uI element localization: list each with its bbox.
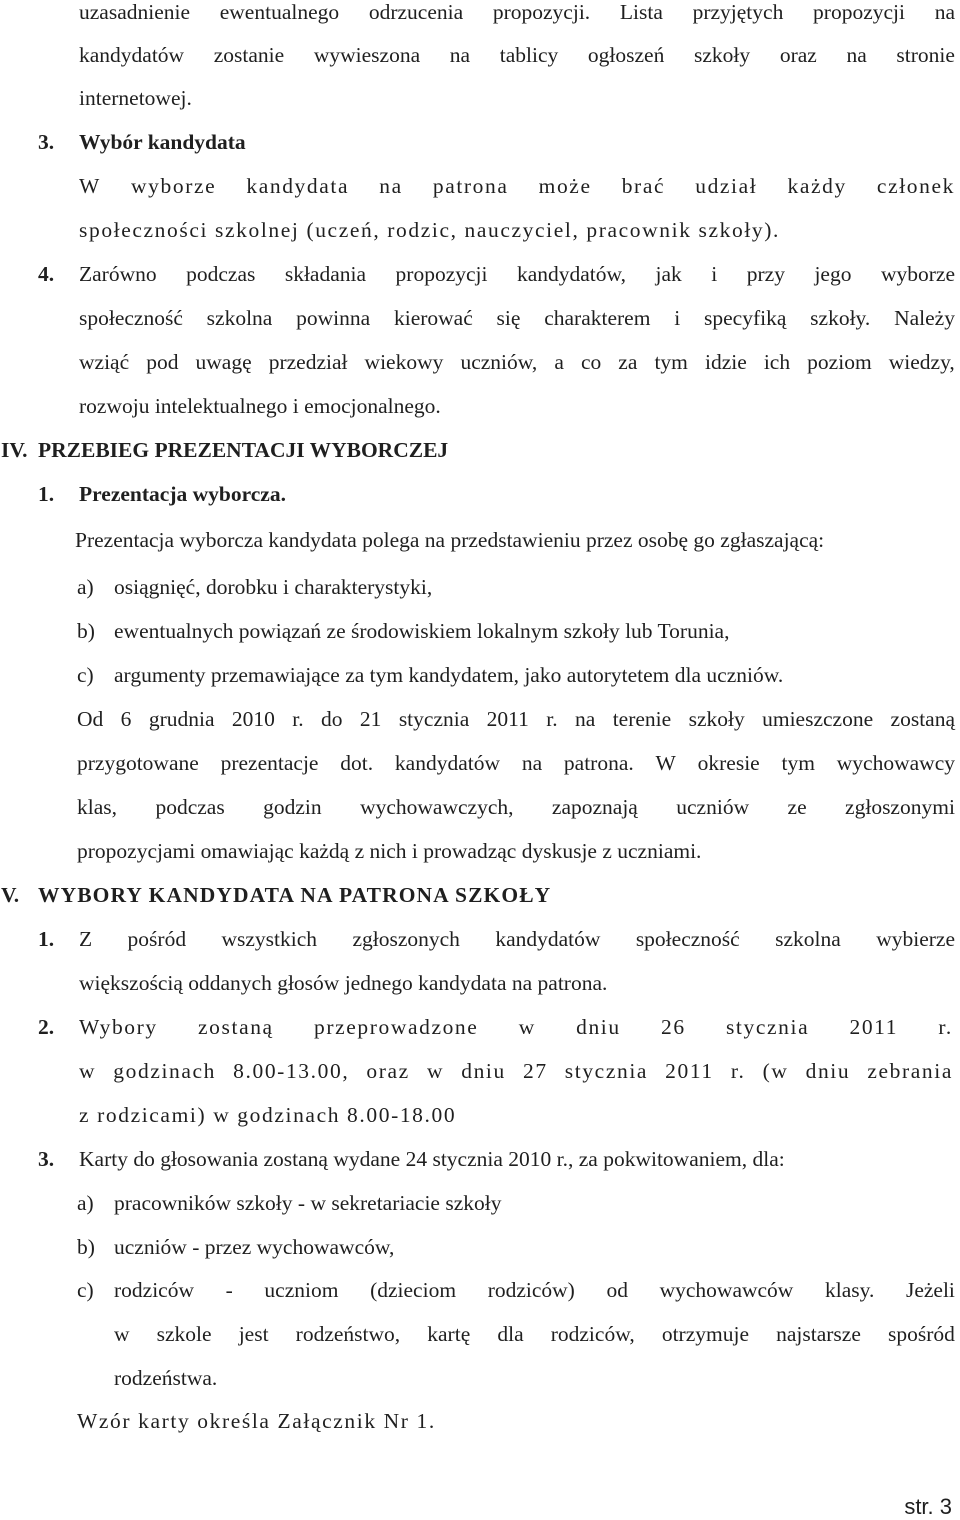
word: r. (938, 1015, 953, 1039)
paragraph-line (79, 1017, 953, 1039)
word: wyborze (131, 174, 217, 198)
list-item-continuation (114, 1324, 955, 1346)
word: szkole (156, 1322, 212, 1346)
closing-note: Wzór karty określa Załącznik Nr 1. (77, 1409, 436, 1433)
word: zgłoszonych (352, 927, 460, 951)
paragraph-line (79, 45, 955, 67)
word: Z (79, 927, 93, 951)
section-number: 3. (38, 1147, 55, 1171)
section-number: 1. (38, 482, 55, 506)
word: Lista (619, 0, 663, 24)
paragraph-line: Prezentacja wyborcza kandydata polega na przedstawieniu przez osobę go zgłaszającą: (75, 528, 825, 552)
word: szkoły (688, 707, 745, 731)
list-item-continuation: rodzeństwa. (114, 1366, 218, 1390)
word: stronie (896, 43, 955, 67)
word: otrzymuje (661, 1322, 749, 1346)
word: tym (654, 350, 688, 374)
word: kandydatów (394, 751, 501, 775)
word: powinna (296, 306, 371, 330)
word: rodziców, (550, 1322, 635, 1346)
word: jest (238, 1322, 269, 1346)
word: wychowawcy (836, 751, 955, 775)
word: przyjętych (692, 0, 784, 24)
word: i (674, 306, 681, 330)
word: zebrania (867, 1059, 953, 1083)
word: tablicy (499, 43, 559, 67)
word: r. (292, 707, 304, 731)
word: godzin (263, 795, 322, 819)
word: składania (284, 262, 367, 286)
word: Wybory (79, 1015, 158, 1039)
chapter-title: PRZEBIEG PREZENTACJI WYBORCZEJ (38, 438, 449, 462)
word: patrona (432, 174, 509, 198)
word: przygotowane (77, 751, 199, 775)
word: i (711, 262, 718, 286)
word: Należy (894, 306, 955, 330)
word: uczniów, (460, 350, 538, 374)
word: brać (621, 174, 666, 198)
word: członek (876, 174, 955, 198)
section-number: 2. (38, 1015, 55, 1039)
word: propozycji (813, 0, 905, 24)
list-item (114, 1280, 955, 1302)
word: poziom (807, 350, 872, 374)
word: przy (746, 262, 785, 286)
section-number: 3. (38, 130, 55, 154)
word: 2011 (665, 1059, 714, 1083)
paragraph-line (79, 308, 955, 330)
word: szkoły. (810, 306, 871, 330)
paragraph-line (79, 1061, 953, 1083)
paragraph-line (79, 264, 955, 286)
word: (w (762, 1059, 789, 1083)
word: umieszczone (762, 707, 874, 731)
word: stycznia (398, 707, 470, 731)
paragraph-line: propozycjami omawiając każdą z nich i prowadząc dyskusje z uczniami. (77, 839, 702, 863)
chapter-number: V. (1, 883, 20, 907)
list-marker: b) (77, 619, 95, 643)
word: kandydatów, (516, 262, 627, 286)
word: podczas (186, 262, 256, 286)
word: ich (763, 350, 791, 374)
word: zgłoszonymi (845, 795, 955, 819)
word: Jeżeli (905, 1278, 955, 1302)
chapter-title: WYBORY KANDYDATA NA PATRONA SZKOŁY (38, 883, 552, 907)
word: 26 (661, 1015, 686, 1039)
word: społeczność (79, 306, 183, 330)
word: kandydatów (79, 43, 185, 67)
word: szkolna (206, 306, 273, 330)
list-marker: c) (77, 1278, 94, 1302)
word: 8.00-13.00, (233, 1059, 350, 1083)
word: się (496, 306, 521, 330)
word: spośród (887, 1322, 955, 1346)
word: W (655, 751, 676, 775)
word: na (379, 174, 403, 198)
word: wszystkich (221, 927, 318, 951)
word: Zarówno (79, 262, 157, 286)
word: za (618, 350, 638, 374)
word: uczniom (264, 1278, 339, 1302)
paragraph-line: rozwoju intelektualnego i emocjonalnego. (79, 394, 441, 418)
list-item: pracowników szkoły - w sekretariacie szkoły (114, 1191, 502, 1215)
word: wywieszona (313, 43, 421, 67)
word: wychowawczych, (360, 795, 514, 819)
word: kartę (427, 1322, 471, 1346)
word: wyborze (880, 262, 955, 286)
word: wiekowy (364, 350, 444, 374)
list-item: uczniów - przez wychowawców, (114, 1235, 395, 1259)
word: oraz (366, 1059, 410, 1083)
section-title: Wybór kandydata (79, 130, 246, 154)
word: najstarsze (776, 1322, 861, 1346)
word: na (934, 0, 955, 24)
word: od (606, 1278, 628, 1302)
word: udział (695, 174, 758, 198)
word: na (575, 707, 596, 731)
word: uczniów (676, 795, 750, 819)
word: prezentacje (220, 751, 319, 775)
word: każdy (787, 174, 847, 198)
word: dniu (805, 1059, 851, 1083)
word: terenie (612, 707, 672, 731)
word: - (225, 1278, 233, 1302)
word: zapoznają (551, 795, 638, 819)
word: rodziców) (487, 1278, 575, 1302)
word: do (321, 707, 343, 731)
word: zostaną (198, 1015, 274, 1039)
word: okresie (697, 751, 760, 775)
word: podczas (155, 795, 225, 819)
word: na (846, 43, 867, 67)
paragraph-line (77, 797, 955, 819)
word: dniu (461, 1059, 506, 1083)
list-item: argumenty przemawiające za tym kandydatem, jako autorytetem dla uczniów. (114, 663, 784, 687)
word: specyfiką (704, 306, 787, 330)
word: co (580, 350, 602, 374)
word: 2011 (486, 707, 529, 731)
word: wziąć (79, 350, 130, 374)
word: 6 (120, 707, 132, 731)
word: stycznia (725, 1015, 810, 1039)
word: patrona. (563, 751, 634, 775)
word: propozycji (395, 262, 488, 286)
word: może (538, 174, 592, 198)
paragraph-line (79, 352, 955, 374)
word: ewentualnego (219, 0, 340, 24)
section-number: 1. (38, 927, 55, 951)
word: 21 (359, 707, 382, 731)
word: uzasadnienie (79, 0, 191, 24)
paragraph-line: z rodzicami) w godzinach 8.00-18.00 (79, 1103, 457, 1127)
word: 2011 (849, 1015, 899, 1039)
word: dniu (576, 1015, 621, 1039)
word: w (114, 1322, 130, 1346)
word: rodziców (114, 1278, 194, 1302)
paragraph-line: internetowej. (79, 86, 192, 110)
word: idzie (704, 350, 747, 374)
word: zostanie (213, 43, 285, 67)
word: wychowawców (659, 1278, 794, 1302)
list-marker: c) (77, 663, 94, 687)
word: charakterem (544, 306, 651, 330)
section-title: Prezentacja wyborcza. (79, 482, 286, 506)
paragraph-line (79, 2, 955, 24)
word: odrzucenia (368, 0, 464, 24)
word: przeprowadzone (313, 1015, 479, 1039)
word: Od (77, 707, 104, 731)
section-number: 4. (38, 262, 55, 286)
word: jego (814, 262, 852, 286)
word: wiedzy, (888, 350, 955, 374)
paragraph-line (77, 709, 955, 731)
word: oraz (779, 43, 817, 67)
paragraph-line: społeczności szkolnej (uczeń, rodzic, nauczyciel, pracownik szkoły). (79, 218, 781, 242)
word: rodzeństwo, (295, 1322, 401, 1346)
word: ze (787, 795, 807, 819)
word: r. (546, 707, 558, 731)
word: 27 (522, 1059, 548, 1083)
word: a (554, 350, 564, 374)
word: godzinach (113, 1059, 217, 1083)
list-item: osiągnięć, dorobku i charakterystyki, (114, 575, 433, 599)
word: wybierze (876, 927, 955, 951)
word: szkolna (775, 927, 841, 951)
word: W (79, 174, 101, 198)
list-marker: a) (77, 1191, 94, 1215)
word: pod (146, 350, 179, 374)
word: klas, (77, 795, 118, 819)
word: w (518, 1015, 536, 1039)
word: w (426, 1059, 445, 1083)
word: grudnia (148, 707, 215, 731)
paragraph-line (79, 176, 955, 198)
word: (dzieciom (370, 1278, 457, 1302)
word: kandydata (246, 174, 350, 198)
word: dot. (340, 751, 374, 775)
word: r. (730, 1059, 746, 1083)
list-marker: b) (77, 1235, 95, 1259)
page-number: str. 3 (904, 1494, 952, 1519)
word: kierować (393, 306, 473, 330)
list-marker: a) (77, 575, 94, 599)
word: zostaną (890, 707, 955, 731)
word: dla (497, 1322, 524, 1346)
word: pośród (127, 927, 187, 951)
paragraph-line (79, 929, 955, 951)
chapter-number: IV. (1, 438, 28, 462)
word: na (449, 43, 471, 67)
word: społeczność (635, 927, 740, 951)
word: przedział (268, 350, 348, 374)
list-item: ewentualnych powiązań ze środowiskiem lokalnym szkoły lub Torunia, (114, 619, 730, 643)
word: tym (781, 751, 815, 775)
word: uwagę (195, 350, 252, 374)
paragraph-line: Karty do głosowania zostaną wydane 24 stycznia 2010 r., za pokwitowaniem, dla: (79, 1147, 785, 1171)
paragraph-line: większością oddanych głosów jednego kandydata na patrona. (79, 971, 608, 995)
word: w (79, 1059, 97, 1083)
word: jak (655, 262, 682, 286)
word: szkoły (694, 43, 751, 67)
word: kandydatów (495, 927, 601, 951)
word: stycznia (564, 1059, 649, 1083)
paragraph-line (77, 753, 955, 775)
word: klasy. (824, 1278, 875, 1302)
word: propozycji. (492, 0, 591, 24)
word: na (521, 751, 543, 775)
word: ogłoszeń (587, 43, 665, 67)
word: 2010 (231, 707, 275, 731)
